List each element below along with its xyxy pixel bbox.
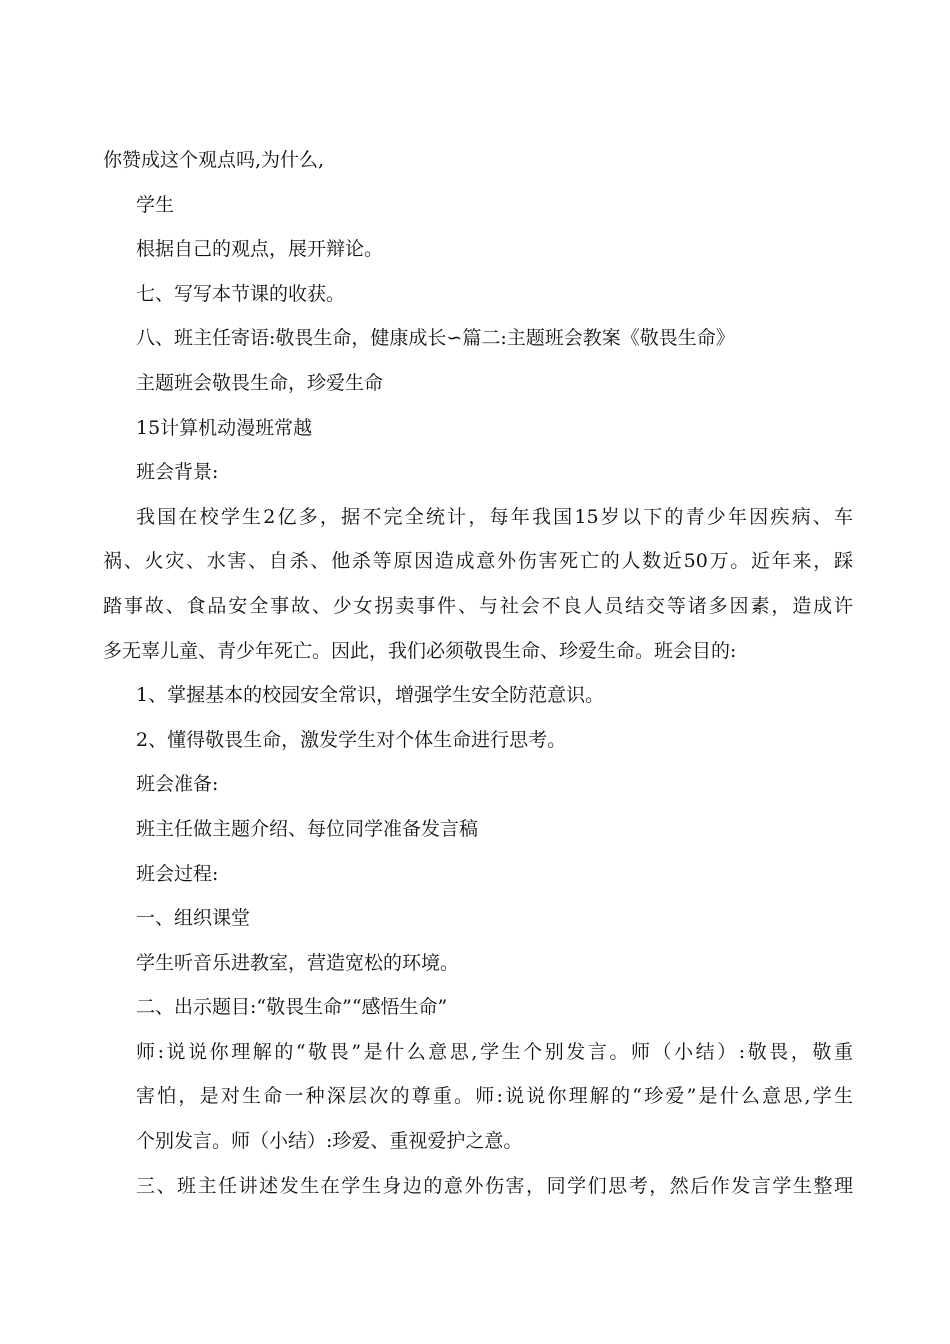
text-line: 根据自己的观点，展开辩论。 [136,238,384,261]
document-title: 主题班会敬畏生命，珍爱生命 [136,371,384,394]
section-heading: 班会过程: [136,862,219,885]
text-line: 个别发言。师（小结）:珍爱、重视爱护之意。 [136,1130,523,1153]
section-heading: 三、班主任讲述发生在学生身边的意外伤害，同学们思考，然后作发言学生整理 [136,1174,853,1197]
text-line: 你赞成这个观点吗,为什么, [103,149,325,171]
section-heading: 班会准备: [136,773,219,796]
author-line: 15计算机动漫班常越 [136,416,313,439]
list-item: 1、掌握基本的校园安全常识，增强学生安全防范意识。 [136,684,605,707]
text-line: 害怕，是对生命一种深层次的尊重。师:说说你理解的“珍爱”是什么意思,学生 [136,1085,853,1108]
text-line: 祸、火灾、水害、自杀、他杀等原因造成意外伤害死亡的人数近50万。近年来，踩 [103,550,853,573]
text-line: 我国在校学生2亿多，据不完全统计，每年我国15岁以下的青少年因疾病、车 [136,505,853,528]
text-line: 班主任做主题介绍、每位同学准备发言稿 [136,817,479,840]
text-line: 多无辜儿童、青少年死亡。因此，我们必须敬畏生命、珍爱生命。班会目的: [103,639,737,662]
document-body [103,138,853,1208]
section-heading: 八、班主任寄语:敬畏生命，健康成长∽篇二:主题班会教案《敬畏生命》 [136,327,735,350]
section-heading: 一、组织课堂 [136,907,251,930]
text-line: 师:说说你理解的“敬畏”是什么意思,学生个别发言。师（小结）:敬畏，敬重 [136,1040,853,1063]
list-item: 2、懂得敬畏生命，激发学生对个体生命进行思考。 [136,728,567,751]
text-line: 踏事故、食品安全事故、少女拐卖事件、与社会不良人员结交等诸多因素，造成许 [103,594,853,617]
section-heading: 班会背景: [136,461,219,484]
section-heading: 二、出示题目:“敬畏生命”“感悟生命” [136,996,448,1019]
text-line: 七、写写本节课的收获。 [136,282,346,305]
text-line: 学生 [136,193,175,216]
text-line: 学生听音乐进教室，营造宽松的环境。 [136,951,460,974]
